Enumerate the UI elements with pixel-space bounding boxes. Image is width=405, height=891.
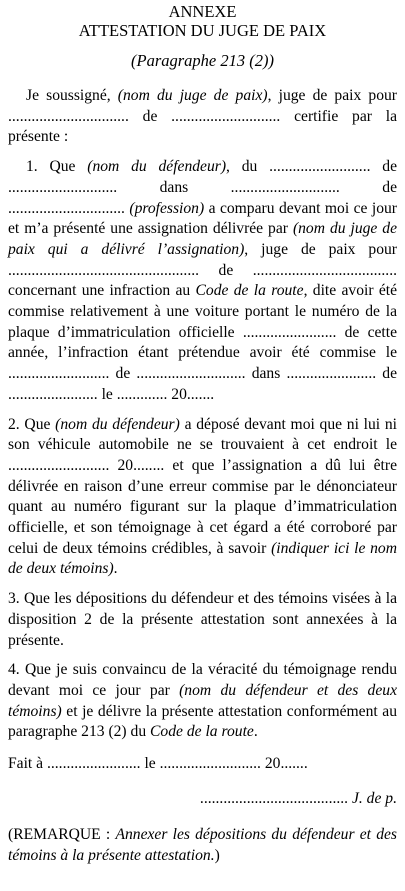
signature-dots: ......................................: [199, 789, 352, 807]
item2-placeholder-witnesses: (indiquer ici le nom de deux témoins): [8, 539, 397, 578]
item2-text-3: .: [113, 560, 118, 578]
item1-text-2: , du .......................... de ............................ dans ............................ de ..............................: [8, 158, 397, 217]
item4-code-reference: Code de la route: [150, 723, 254, 741]
signature-title: J. de p.: [351, 789, 397, 807]
intro-placeholder-judge: (nom du juge de paix): [117, 87, 268, 104]
item1-placeholder-profession: (profession): [129, 199, 205, 217]
item2-placeholder-defendant: (nom du défendeur): [55, 415, 180, 433]
item-1-paragraph: [8, 157, 397, 405]
paragraph-reference: (Paragraphe 213 (2)): [131, 51, 274, 70]
item4-text-3: .: [253, 723, 258, 741]
item1-code-reference: Code de la route: [195, 282, 304, 300]
annex-heading: ANNEXE: [168, 2, 237, 21]
signature-line: [8, 789, 397, 810]
item2-text-1: 2. Que: [8, 415, 56, 433]
item-4-paragraph: [8, 660, 397, 743]
item4-text-1: 4. Que je suis convaincu de la véracité du témoignage rendu devant moi ce jour par: [8, 661, 397, 699]
place-date-line: Fait à ........................ le .......................... 20.......: [8, 755, 308, 773]
remark-note: [8, 825, 397, 866]
item1-placeholder-issuing-judge: (nom du juge de paix qui a délivré l’assignation): [8, 220, 398, 258]
intro-text-2: , juge de paix pour ............................... de ............................ certifie par la présente :: [8, 87, 397, 146]
note-text-1: (REMARQUE :: [8, 826, 116, 844]
item1-text-1: 1. Que: [26, 158, 88, 176]
item-2-paragraph: [8, 415, 397, 581]
item1-text-3: a comparu devant moi ce jour et m’a présenté une assignation délivrée par: [8, 199, 398, 238]
item1-text-4: , juge de paix pour ................................................. de ..................................... concernant une infraction au: [8, 240, 397, 300]
item4-placeholder-parties: (nom du défendeur et des deux témoins): [8, 681, 397, 720]
intro-text-1: Je soussigné,: [26, 87, 118, 104]
document-title: ATTESTATION DU JUGE DE PAIX: [78, 21, 327, 40]
note-instruction: Annexer les dépositions du défendeur et des témoins à la présente attestation.: [8, 826, 397, 864]
intro-paragraph: [8, 86, 397, 148]
item-3-paragraph: [8, 589, 397, 651]
item3-text-1: 3. Que les dépositions du défendeur et des témoins visées à la disposition 2 de la présente attestation sont annexées à la présente.: [8, 590, 397, 649]
item4-text-2: et je délivre la présente attestation conformément au paragraphe 213 (2) du: [8, 702, 397, 741]
note-text-2: ): [214, 846, 220, 864]
item2-text-2: a déposé devant moi que ni lui ni son véhicule automobile ne se trouvaient à cet endroit le .......................... 20........ et que l’assignation a dû lui être délivrée en raison d’une erreur commise par le dénonciateur quant au numéro figurant sur la plaque d’immatriculation officielle, et son témoignage à cet égard a été corroboré par celui de deux témoins crédibles, à savoir: [8, 415, 397, 557]
item1-placeholder-defendant: (nom du défendeur): [87, 158, 227, 176]
item1-text-5: , dite avoir été commise relativement à une voiture portant le numéro de la plaque d’immatriculation officielle ........................ de cette année, l’infraction étant prétendue avoir été commise le .......................... de ............................ dans ....................... de ....................... le ............. 20.......: [8, 282, 398, 403]
